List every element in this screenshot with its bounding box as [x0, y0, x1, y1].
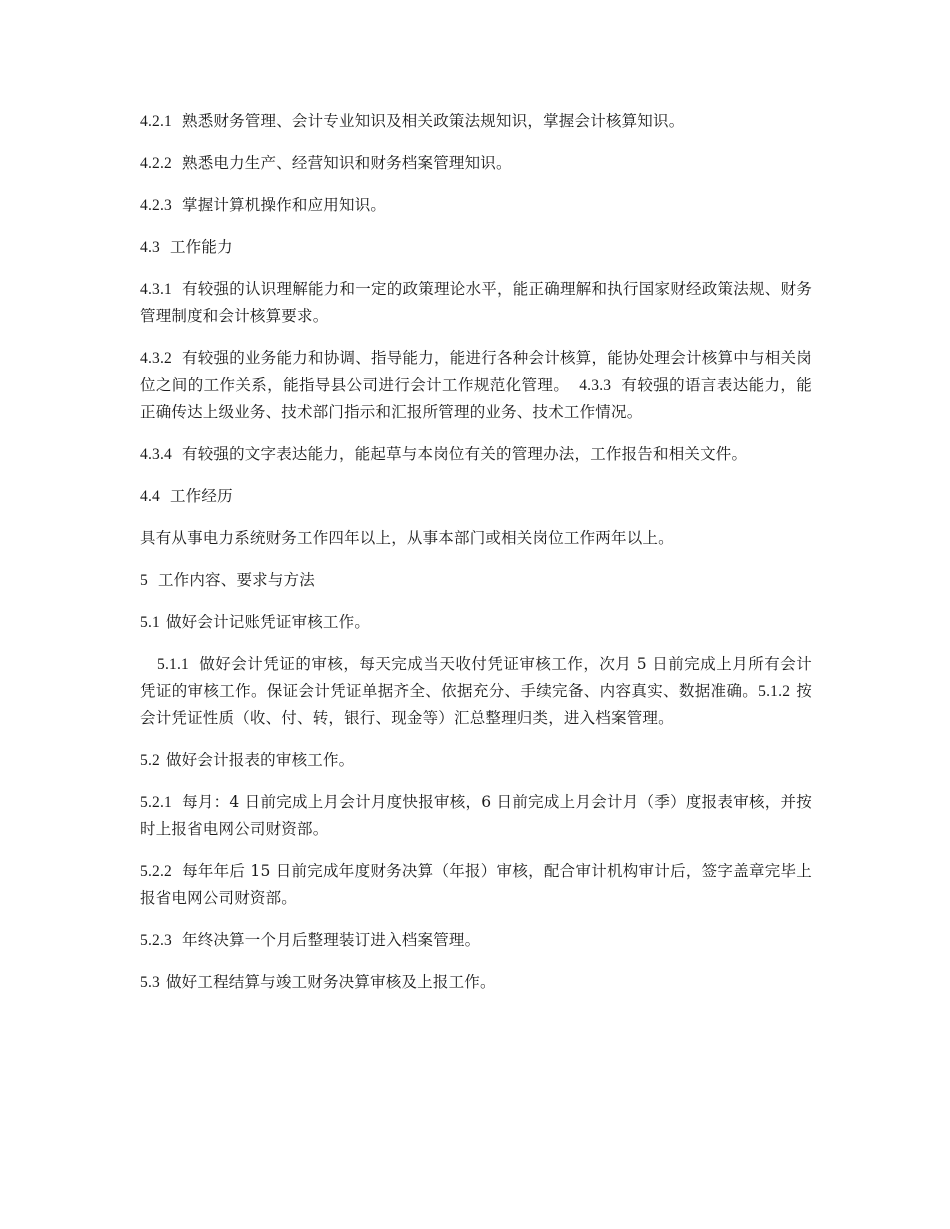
paragraph-5-2-3 — [140, 927, 812, 954]
section-heading: 工作经历 — [169, 487, 233, 505]
paragraph-4-3-4 — [140, 441, 812, 468]
heading-4-4 — [140, 483, 812, 510]
section-number: 4.3.1 — [140, 281, 172, 298]
section-number: 5.2.1 — [140, 794, 172, 811]
section-number: 4.3.3 — [579, 377, 612, 394]
section-number: 4.4 — [140, 488, 160, 505]
paragraph-text: 有较强的文字表达能力，能起草与本岗位有关的管理办法，工作报告和相关文件。 — [182, 445, 748, 463]
section-heading: 工作能力 — [169, 238, 233, 256]
section-number: 5.1 — [140, 614, 160, 631]
paragraph-text: 有较强的业务能力和协调、指导能力，能进行各种会计核算，能协处理会计核算中与相关岗位之间的工作关系，能指导县公司进行会计工作规范化管理。 — [140, 349, 812, 394]
paragraph-work-experience — [140, 525, 812, 552]
section-number: 4.2.1 — [140, 113, 172, 130]
heading-5 — [140, 567, 812, 594]
paragraph-text: 做好工程结算与竣工财务决算审核及上报工作。 — [165, 973, 496, 991]
paragraph-4-3-2 — [140, 345, 812, 426]
paragraph-text: 掌握计算机操作和应用知识。 — [182, 196, 387, 214]
section-number: 5.1.1 — [157, 656, 189, 673]
paragraph-text: 年终决算一个月后整理装订进入档案管理。 — [182, 931, 481, 949]
paragraph-5-3 — [140, 969, 812, 996]
paragraph-text: 按会计凭证性质（收、付、转，银行、现金等）汇总整理归类，进入档案管理。 — [140, 682, 812, 727]
paragraph-4-2-1 — [140, 108, 812, 135]
paragraph-4-2-2 — [140, 150, 812, 177]
paragraph-4-2-3 — [140, 192, 812, 219]
paragraph-text: 每月：4 日前完成上月会计月度快报审核，6 日前完成上月会计月（季）度报表审核，并按时上报省电网公司财资部。 — [140, 793, 812, 838]
paragraph-5-1 — [140, 609, 812, 636]
section-number: 5.3 — [140, 974, 160, 991]
section-number: 5.2.2 — [140, 863, 172, 880]
paragraph-text: 具有从事电力系统财务工作四年以上，从事本部门或相关岗位工作两年以上。 — [140, 529, 674, 547]
paragraph-5-1-1 — [140, 651, 812, 732]
document-page — [140, 108, 812, 1011]
section-number: 5.2 — [140, 752, 160, 769]
paragraph-text: 做好会计凭证的审核，每天完成当天收付凭证审核工作，次月 5 日前完成上月所有会计凭证的审核工作。保证会计凭证单据齐全、依据充分、手续完备、内容真实、数据准确。 — [140, 655, 812, 700]
paragraph-text: 每年年后 15 日前完成年度财务决算（年报）审核，配合审计机构审计后，签字盖章完毕上报省电网公司财资部。 — [140, 862, 812, 907]
section-number: 4.3.2 — [140, 350, 172, 367]
section-number: 5.2.3 — [140, 932, 172, 949]
paragraph-text: 熟悉财务管理、会计专业知识及相关政策法规知识，掌握会计核算知识。 — [182, 112, 685, 130]
paragraph-5-2-1 — [140, 789, 812, 843]
section-number: 4.2.2 — [140, 155, 172, 172]
paragraph-text: 熟悉电力生产、经营知识和财务档案管理知识。 — [182, 154, 512, 172]
section-number: 4.2.3 — [140, 197, 172, 214]
paragraph-text: 做好会计记账凭证审核工作。 — [165, 613, 371, 631]
paragraph-4-3-1 — [140, 276, 812, 330]
section-number: 4.3 — [140, 239, 160, 256]
paragraph-text: 有较强的认识理解能力和一定的政策理论水平，能正确理解和执行国家财经政策法规、财务管理制度和会计核算要求。 — [140, 280, 812, 325]
section-number: 5.1.2 — [758, 683, 791, 700]
section-heading: 工作内容、要求与方法 — [157, 571, 315, 589]
paragraph-5-2 — [140, 747, 812, 774]
paragraph-text: 有较强的语言表达能力，能正确传达上级业务、技术部门指示和汇报所管理的业务、技术工作情况。 — [140, 376, 813, 421]
heading-4-3 — [140, 234, 812, 261]
section-number: 4.3.4 — [140, 446, 172, 463]
paragraph-5-2-2 — [140, 858, 812, 912]
paragraph-text: 做好会计报表的审核工作。 — [165, 751, 355, 769]
section-number: 5 — [140, 572, 148, 589]
